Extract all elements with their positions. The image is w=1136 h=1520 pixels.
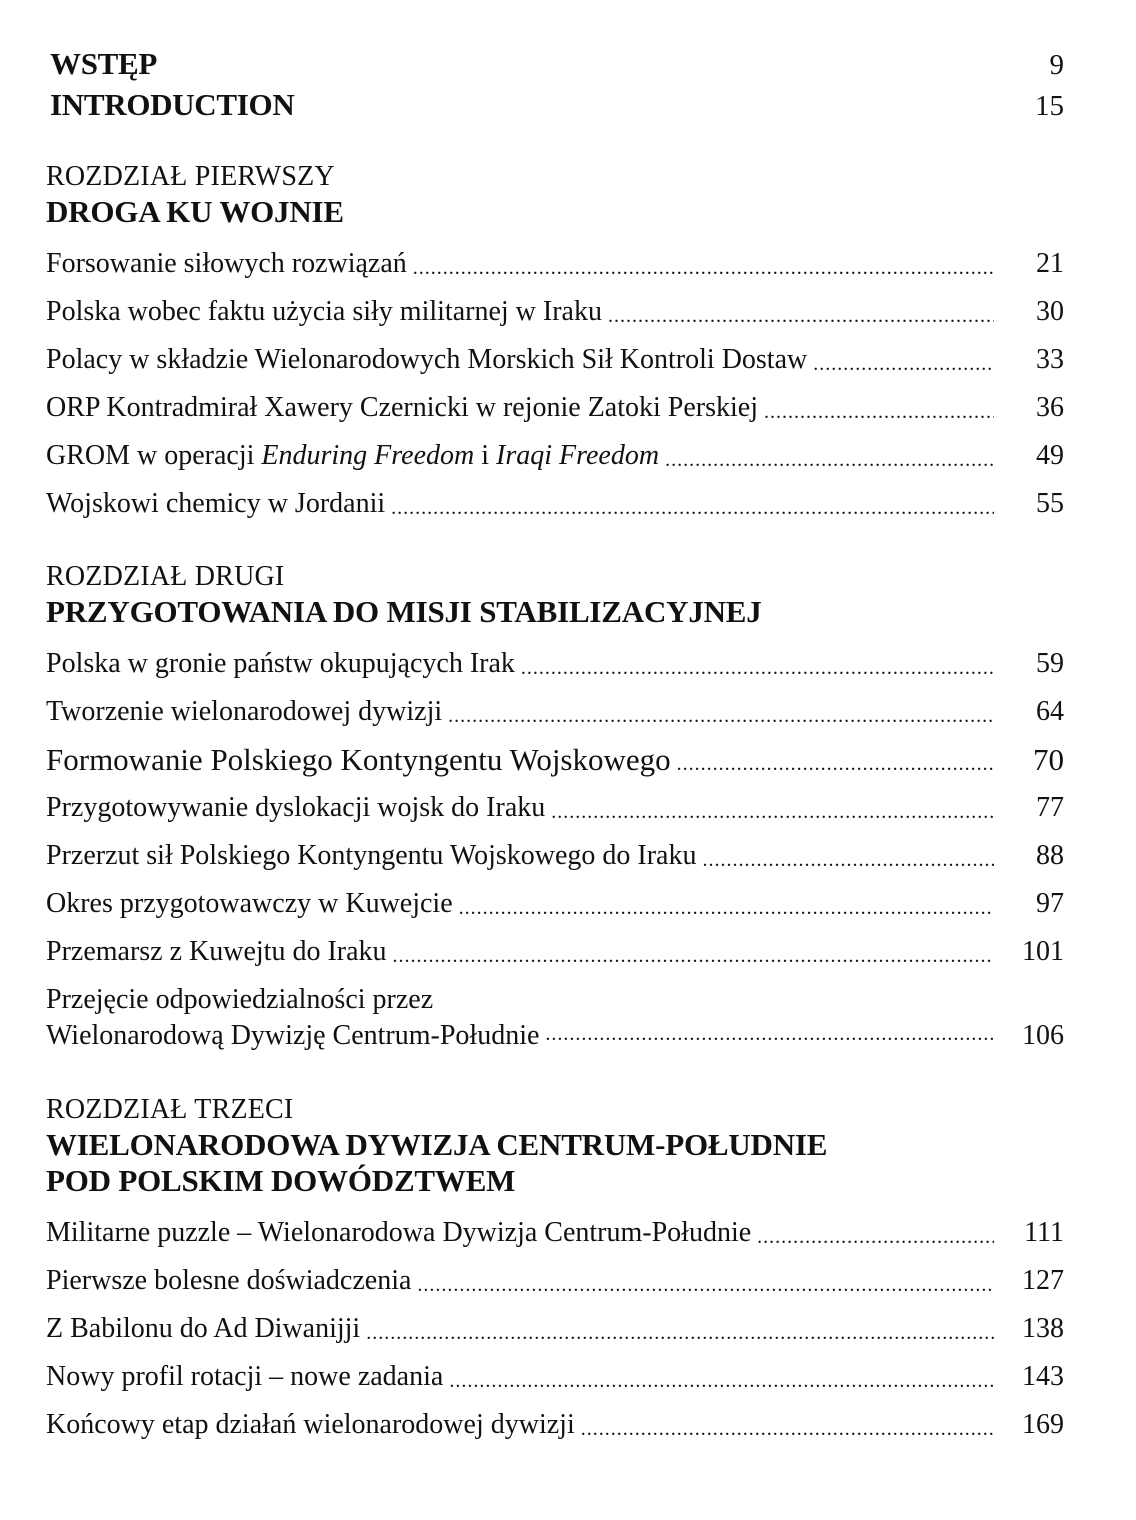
chapter-title-line-1: WIELONARODOWA DYWIZJA CENTRUM-POŁUDNIE: [46, 1127, 828, 1162]
entry-title: Polacy w składzie Wielonarodowych Morskich Sił Kontroli Dostaw: [46, 344, 808, 375]
chapter-title-line-2: POD POLSKIM DOWÓDZTWEM: [46, 1163, 516, 1198]
toc-entry-introduction[interactable]: [50, 85, 1064, 126]
entry-title: Przerzut sił Polskiego Kontyngentu Wojskowego do Iraku: [46, 840, 697, 871]
chapter-entries: [46, 240, 1064, 528]
entry-title: Nowy profil rotacji – nowe zadania: [46, 1361, 444, 1392]
entry-title: Wojskowi chemicy w Jordanii: [46, 488, 386, 519]
toc-entry[interactable]: [46, 1305, 1064, 1353]
dot-leader: [521, 648, 994, 688]
toc-entry[interactable]: [46, 384, 1064, 432]
toc-entry[interactable]: [46, 432, 1064, 480]
entry-title: Przygotowywanie dyslokacji wojsk do Iraku: [46, 792, 546, 823]
entry-title-italic: Iraqi Freedom: [496, 440, 660, 471]
toc-entry[interactable]: [46, 336, 1064, 384]
entry-title: ORP Kontradmirał Xawery Czernicki w rejonie Zatoki Perskiej: [46, 392, 758, 423]
chapter-2: [46, 560, 1064, 1058]
entry-page: 49: [1036, 440, 1064, 471]
toc-entry[interactable]: [46, 880, 1064, 928]
entry-title-part: GROM w operacji: [46, 440, 262, 471]
dot-leader: [764, 392, 994, 432]
entry-page: 30: [1036, 296, 1064, 327]
entry-page: 15: [1035, 90, 1064, 122]
dot-leader: [757, 1217, 994, 1257]
dot-leader: [545, 1014, 994, 1054]
toc-entry-wstep[interactable]: [50, 44, 1064, 85]
entry-page: 111: [1024, 1217, 1064, 1248]
entry-title: [46, 982, 539, 1054]
dot-leader: [581, 1409, 994, 1449]
entry-page: 77: [1036, 792, 1064, 823]
toc-entry[interactable]: [46, 240, 1064, 288]
toc-entry[interactable]: [46, 928, 1064, 976]
toc-entry[interactable]: [46, 1209, 1064, 1257]
entry-title: WSTĘP: [50, 46, 158, 81]
entry-title: Okres przygotowawczy w Kuwejcie: [46, 888, 453, 919]
dot-leader: [459, 888, 994, 928]
entry-page: 88: [1036, 840, 1064, 871]
entry-page: 59: [1036, 648, 1064, 679]
chapter-label: ROZDZIAŁ PIERWSZY: [46, 161, 335, 192]
entry-title: Formowanie Polskiego Kontyngentu Wojskowego: [46, 742, 671, 777]
entry-page: 9: [1049, 49, 1064, 81]
entry-page: 101: [1022, 936, 1064, 967]
chapter-label: ROZDZIAŁ TRZECI: [46, 1094, 294, 1125]
entry-title: Pierwsze bolesne doświadczenia: [46, 1265, 412, 1296]
entry-page: 33: [1036, 344, 1064, 375]
entry-page: 143: [1022, 1361, 1064, 1392]
dot-leader: [393, 936, 994, 976]
dot-leader: [665, 440, 994, 480]
dot-leader: [448, 696, 994, 736]
entry-page: 97: [1036, 888, 1064, 919]
dot-leader: [813, 344, 994, 384]
entry-title: Tworzenie wielonarodowej dywizji: [46, 696, 443, 727]
toc-entry[interactable]: [46, 1401, 1064, 1449]
dot-leader: [449, 1361, 994, 1401]
chapter-title: DROGA KU WOJNIE: [46, 194, 344, 229]
entry-title: Końcowy etap działań wielonarodowej dywizji: [46, 1409, 575, 1440]
toc-entry[interactable]: [46, 976, 1064, 1058]
entry-page: 127: [1022, 1265, 1064, 1296]
toc-entry[interactable]: [46, 784, 1064, 832]
entry-page: 106: [1022, 1020, 1064, 1051]
dot-leader: [551, 792, 994, 832]
entry-title-part: i: [474, 440, 497, 471]
toc-entry[interactable]: [46, 640, 1064, 688]
dot-leader: [391, 488, 994, 528]
entry-page: 64: [1036, 696, 1064, 727]
toc-entry[interactable]: [46, 832, 1064, 880]
toc-entry[interactable]: [46, 688, 1064, 736]
toc-entry[interactable]: [46, 736, 1064, 784]
dot-leader: [366, 1313, 994, 1353]
entry-title: Polska wobec faktu użycia siły militarnej w Iraku: [46, 296, 602, 327]
entry-page: 138: [1022, 1313, 1064, 1344]
entry-title-italic: Enduring Freedom: [261, 440, 475, 471]
entry-title: Polska w gronie państw okupujących Irak: [46, 648, 515, 679]
toc-entry[interactable]: [46, 288, 1064, 336]
dot-leader: [413, 248, 994, 288]
entry-title: INTRODUCTION: [50, 87, 295, 122]
dot-leader: [702, 840, 994, 880]
entry-title: Forsowanie siłowych rozwiązań: [46, 248, 407, 279]
entry-title: Z Babilonu do Ad Diwanijji: [46, 1313, 361, 1344]
toc-entry[interactable]: [46, 1353, 1064, 1401]
chapter-entries: [46, 640, 1064, 1058]
toc-entry[interactable]: [46, 480, 1064, 528]
entry-page: 169: [1022, 1409, 1064, 1440]
entry-page: 21: [1036, 248, 1064, 279]
chapter-1: [46, 160, 1064, 528]
entry-page: 70: [1033, 742, 1064, 777]
entry-title: Militarne puzzle – Wielonarodowa Dywizja Centrum-Południe: [46, 1217, 752, 1248]
entry-title-line-1: Przejęcie odpowiedzialności przez: [46, 984, 434, 1015]
dot-leader: [608, 296, 994, 336]
chapter-title: PRZYGOTOWANIA DO MISJI STABILIZACYJNEJ: [46, 594, 762, 629]
entry-title: [46, 432, 659, 480]
entry-page: 36: [1036, 392, 1064, 423]
chapter-label: ROZDZIAŁ DRUGI: [46, 561, 285, 592]
entry-page: 55: [1036, 488, 1064, 519]
dot-leader: [417, 1265, 994, 1305]
chapter-entries: [46, 1209, 1064, 1449]
chapter-3: [46, 1093, 1064, 1449]
entry-title-line-2: Wielonarodową Dywizję Centrum-Południe: [46, 1020, 540, 1051]
entry-title: Przemarsz z Kuwejtu do Iraku: [46, 936, 387, 967]
dot-leader: [677, 744, 994, 784]
front-matter: [50, 44, 1064, 126]
toc-entry[interactable]: [46, 1257, 1064, 1305]
